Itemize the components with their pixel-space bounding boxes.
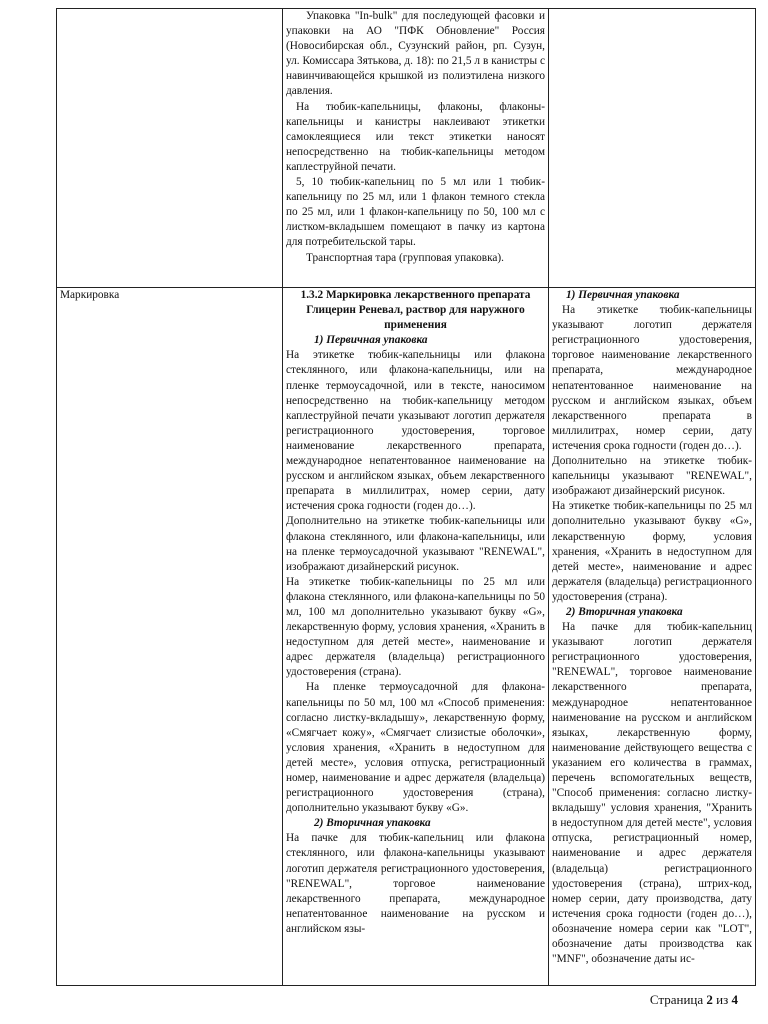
paragraph: На тюбик-капельницы, флаконы, флаконы-капельницы и канистры наклеивают этикетки самоклеящиеся или текст этикетки наносят непосредственно на тюбик-капельницы методом каплеструйной печати. — [286, 100, 545, 173]
of-word: из — [716, 992, 729, 1007]
registration-table — [56, 8, 756, 986]
total-pages-number: 4 — [731, 992, 738, 1007]
paragraph: На пачке для тюбик-капельниц указывают логотип держателя регистрационного удостоверения, "RENEWAL", торговое наименование лекарственного препарата, международное непатентованное наименование на русском и английском языках, лекарственную форму, наименование действующего вещества с указанием его количества в граммах, перечень вспомогательных веществ, "Способ применения: согласно листку-вкладышу" условия хранения, "Хранить в недоступном для детей месте", условия отпуска, регистрационный номер, наименование и адрес держателя (владельца) регистрационного удостоверения (страна), штрих-код, номер серии, дату производства, дату истечения срока годности (годен до…), обозначение номера серии как "LOT", обозначение даты производства как "MNF", обозначение даты ис- — [552, 621, 752, 966]
primary-packaging-heading: 1) Первичная упаковка — [314, 334, 428, 347]
current-page-number: 2 — [706, 992, 713, 1007]
row2-label-cell: Маркировка — [57, 288, 283, 986]
page-number-footer — [650, 992, 738, 1008]
primary-packaging-heading: 1) Первичная упаковка — [566, 289, 680, 301]
secondary-packaging-heading: 2) Вторичная упаковка — [314, 817, 431, 830]
row1-reference-cell — [549, 9, 756, 288]
paragraph: На этикетке тюбик-капельницы или флакона стеклянного, или флакона-капельницы, или на пленке термоусадочной, или в тексте, наносимом непосредственно на тюбик-капельницу методом каплеструйной печати указывают логотип держателя регистрационного удостоверения, торговое наименование лекарственного препарата, международное непатентованное наименование на русском и английском языках, объем лекарственного препарата в миллилитрах, номер серии, дату истечения срока годности (годен до…). — [286, 349, 545, 513]
paragraph: На этикетке тюбик-капельницы по 25 мл дополнительно указывают букву «G», лекарственную форму, условия хранения, «Хранить в недоступном для детей месте», наименование и адрес держателя (владельца) регистрационного удостоверения (страна). — [552, 500, 752, 603]
paragraph: Транспортная тара (групповая упаковка). — [306, 251, 505, 264]
page-word: Страница — [649, 992, 704, 1007]
paragraph: 5, 10 тюбик-капельниц по 5 мл или 1 тюбик-капельницу по 25 мл, или 1 флакон темного стекла по 25 мл, или 1 флакон-капельницу по 50, 100 мл с листком-вкладышем помещают в пачку из картона для потребительской тары. — [286, 176, 545, 249]
paragraph: На пачке для тюбик-капельниц или флакона стеклянного, или флакона-капельницы указывают логотип держателя регистрационного удостоверения, "RENEWAL", торговое наименование лекарственного препарата, международное непатентованное наименование на русском и английском язы- — [286, 832, 545, 935]
paragraph: Упаковка "In-bulk" для последующей фасовки и упаковки на АО "ПФК Обновление" Россия (Новосибирская обл., Сузунский район, рп. Сузун, ул. Комиссара Зятькова, д. 18): по 21,5 л в канистры с навинчивающейся крышкой из полиэтилена низкого давления. — [286, 10, 545, 98]
paragraph: На пленке термоусадочной для флакона-капельницы по 50 мл, 100 мл «Способ применения: согласно листку-вкладышу», лекарственную форму, «Смягчает кожу», «Смягчает слизистые оболочки», условия хранения, «Хранить в недоступном для детей месте», условия отпуска, регистрационный номер, наименование и адрес держателя (владельца) регистрационного удостоверения (страна), дополнительно указывают букву «G». — [286, 681, 545, 815]
row2-content-cell — [283, 288, 549, 986]
paragraph: На этикетке тюбик-капельницы указывают логотип держателя регистрационного удостоверения, торговое наименование лекарственного препарата, международное непатентованное наименование на русском и английском языках, объем лекарственного препарата в миллилитрах, номер серии, дату истечения срока годности (годен до…). — [552, 304, 752, 452]
table-row-packaging — [57, 9, 756, 288]
paragraph: Дополнительно на этикетке тюбик-капельницы или флакона стеклянного, или флакона-капельницы, или на пленке термоусадочной указывают "RENEWAL", изображают дизайнерский рисунок. — [286, 515, 545, 573]
table-row-marking — [57, 288, 756, 986]
row1-label-cell — [57, 9, 283, 288]
section-title: 1.3.2 Маркировка лекарственного препарата — [300, 289, 531, 301]
paragraph: На этикетке тюбик-капельницы по 25 мл или флакона стеклянного, или флакона-капельницы по 50 мл, 100 мл дополнительно указывают букву «G», лекарственную форму, условия хранения, «Хранить в недоступном для детей месте», наименование и адрес держателя (владельца) регистрационного удостоверения (страна). — [286, 575, 545, 679]
secondary-packaging-heading: 2) Вторичная упаковка — [566, 605, 683, 618]
row2-reference-cell — [549, 288, 756, 986]
paragraph: Дополнительно на этикетке тюбик-капельницы указывают "RENEWAL", изображают дизайнерский рисунок. — [552, 455, 752, 498]
row1-content-cell — [283, 9, 549, 288]
product-title: Глицерин Реневал, раствор для наружного применения — [306, 304, 525, 332]
